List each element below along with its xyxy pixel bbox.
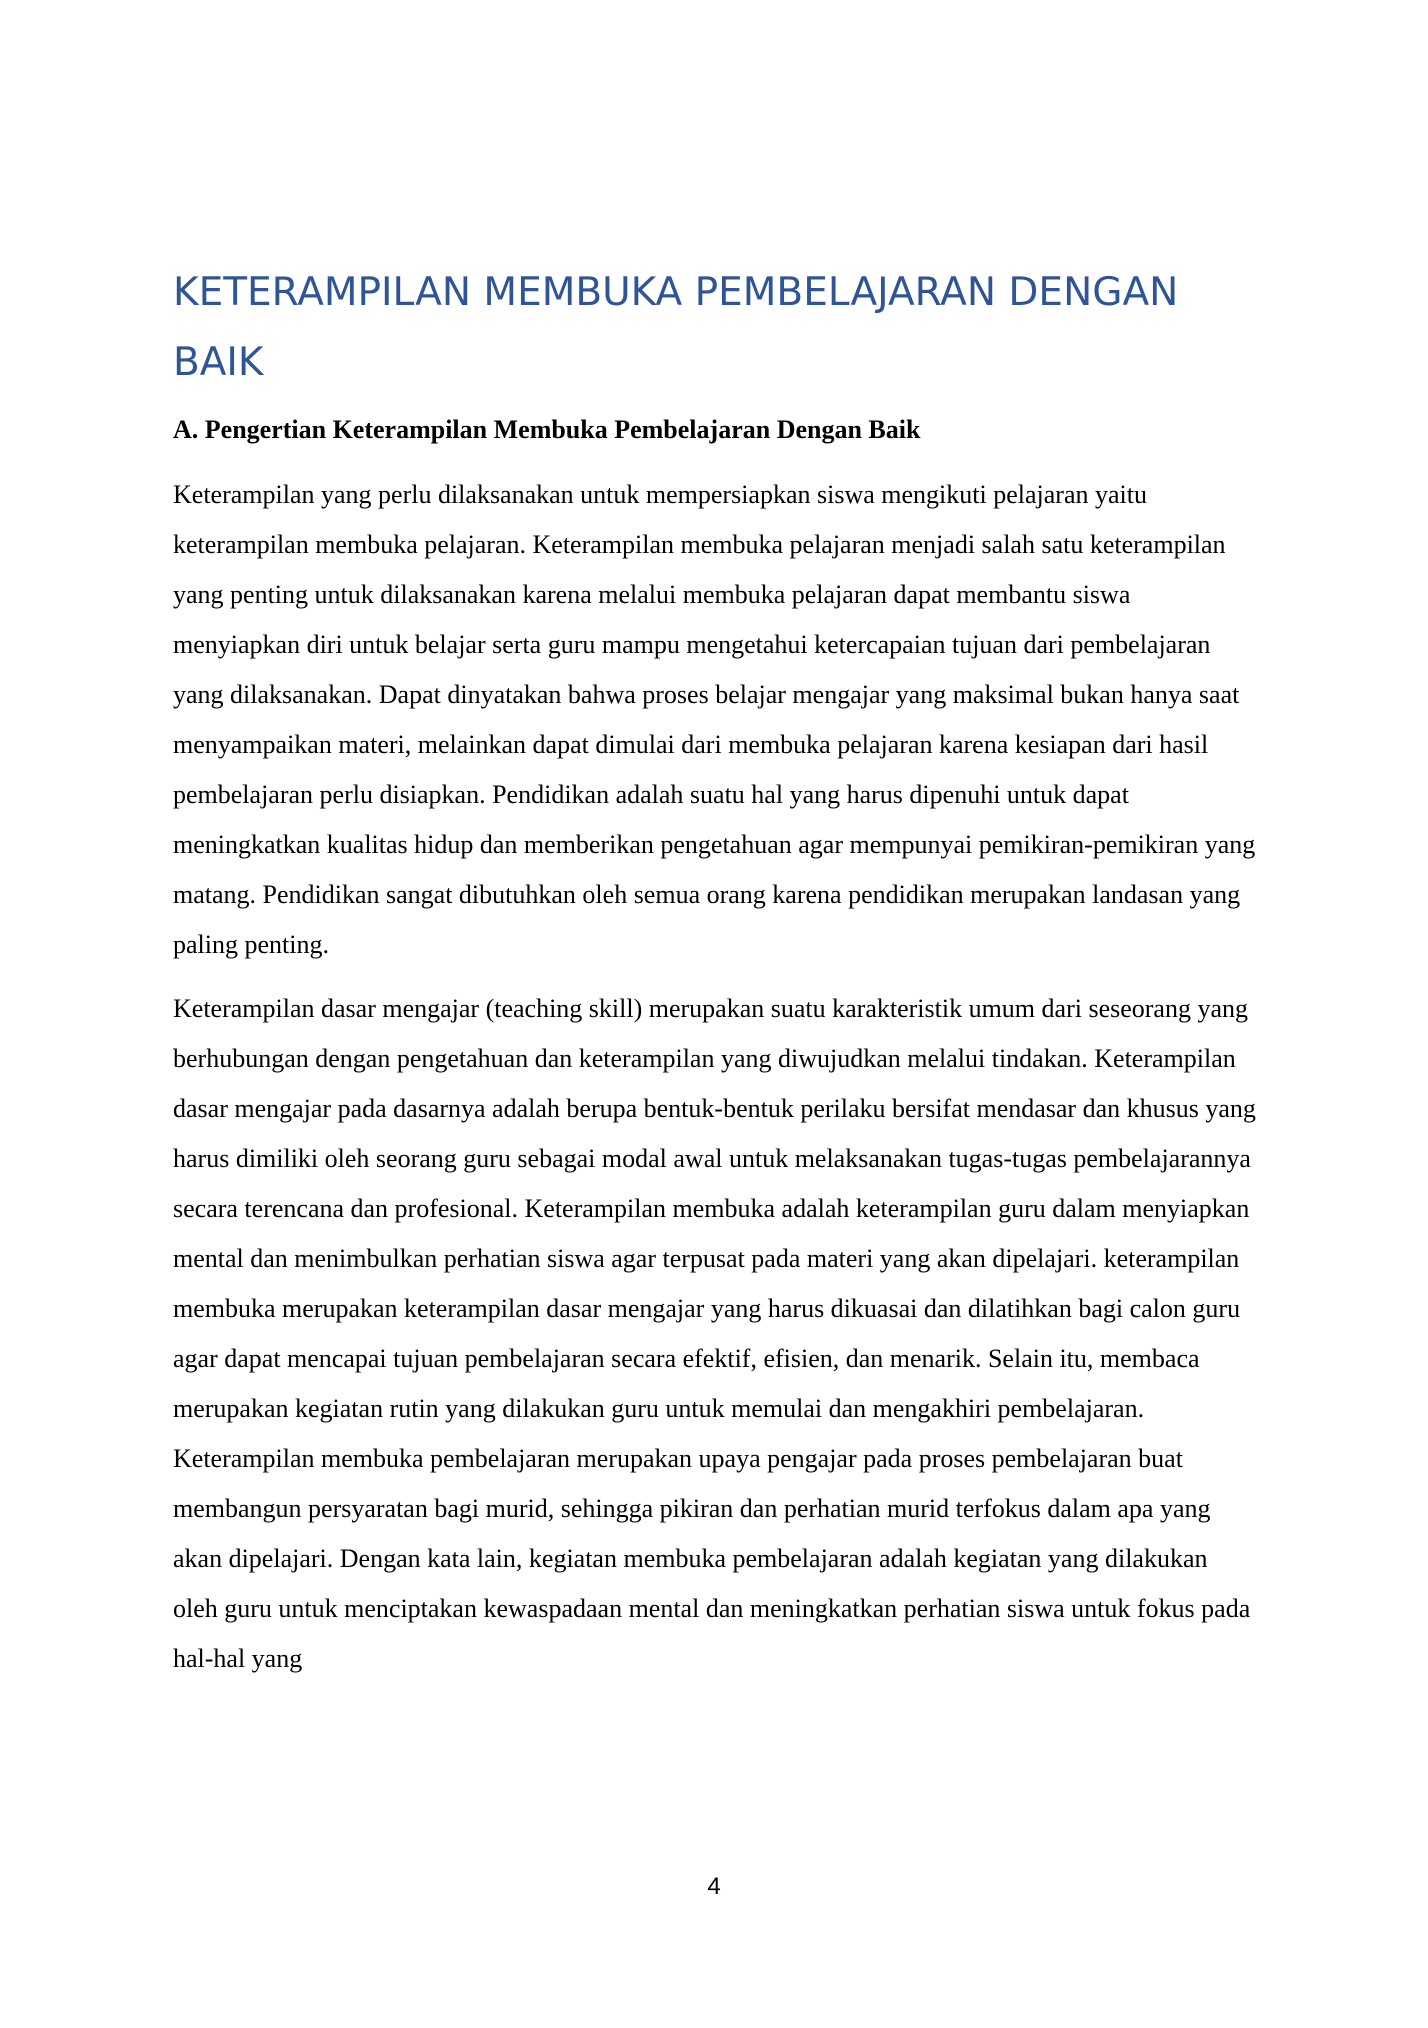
- section-heading: A. Pengertian Keterampilan Membuka Pembelajaran Dengan Baik: [173, 415, 921, 444]
- page-content: [173, 258, 1258, 1684]
- paragraph-1: Keterampilan yang perlu dilaksanakan untuk mempersiapkan siswa mengikuti pelajaran yaitu keterampilan membuka pelajaran. Keterampilan membuka pelajaran menjadi salah satu keterampilan yang penting untuk dilaksanakan karena melalui membuka pelajaran dapat membantu siswa menyiapkan diri untuk belajar serta guru mampu mengetahui ketercapaian tujuan dari pembelajaran yang dilaksanakan. Dapat dinyatakan bahwa proses belajar mengajar yang maksimal bukan hanya saat menyampaikan materi, melainkan dapat dimulai dari membuka pelajaran karena kesiapan dari hasil pembelajaran perlu disiapkan. Pendidikan adalah suatu hal yang harus dipenuhi untuk dapat meningkatkan kualitas hidup dan memberikan pengetahuan agar mempunyai pemikiran-pemikiran yang matang. Pendidikan sangat dibutuhkan oleh semua orang karena pendidikan merupakan landasan yang paling penting.: [173, 480, 1256, 959]
- page-number: 4: [707, 1873, 721, 1900]
- document-title: KETERAMPILAN MEMBUKA PEMBELAJARAN DENGAN BAIK: [173, 270, 1179, 385]
- paragraph-2: Keterampilan dasar mengajar (teaching skill) merupakan suatu karakteristik umum dari seseorang yang berhubungan dengan pengetahuan dan keterampilan yang diwujudkan melalui tindakan. Keterampilan dasar mengajar pada dasarnya adalah berupa bentuk-bentuk perilaku bersifat mendasar dan khusus yang harus dimiliki oleh seorang guru sebagai modal awal untuk melaksanakan tugas-tugas pembelajarannya secara terencana dan profesional. Keterampilan membuka adalah keterampilan guru dalam menyiapkan mental dan menimbulkan perhatian siswa agar terpusat pada materi yang akan dipelajari. keterampilan membuka merupakan keterampilan dasar mengajar yang harus dikuasai dan dilatihkan bagi calon guru agar dapat mencapai tujuan pembelajaran secara efektif, efisien, dan menarik. Selain itu, membaca merupakan kegiatan rutin yang dilakukan guru untuk memulai dan mengakhiri pembelajaran. Keterampilan membuka pembelajaran merupakan upaya pengajar pada proses pembelajaran buat membangun persyaratan bagi murid, sehingga pikiran dan perhatian murid terfokus dalam apa yang akan dipelajari. Dengan kata lain, kegiatan membuka pembelajaran adalah kegiatan yang dilakukan oleh guru untuk menciptakan kewaspadaan mental dan meningkatkan perhatian siswa untuk fokus pada hal-hal yang: [173, 994, 1256, 1673]
